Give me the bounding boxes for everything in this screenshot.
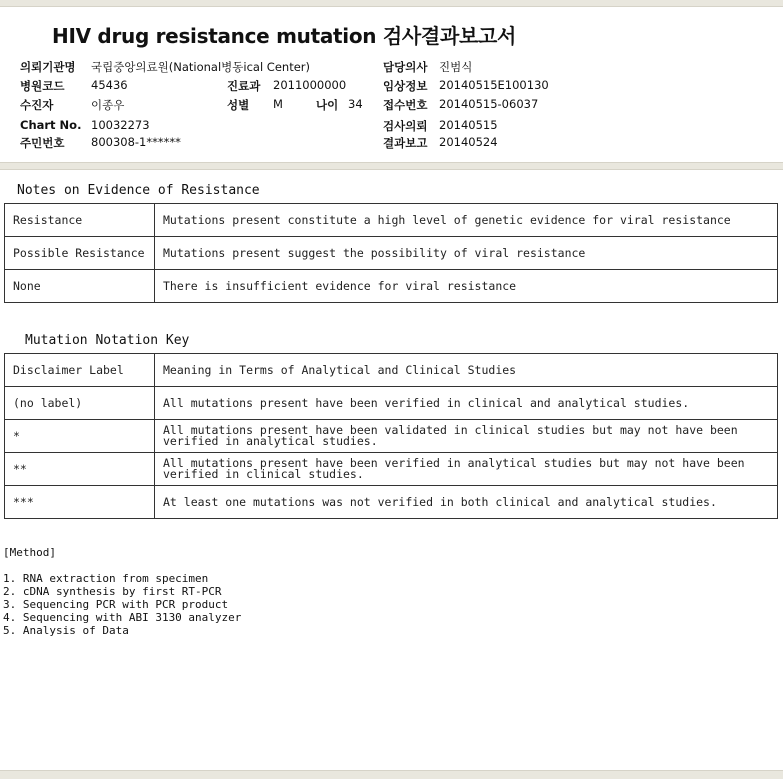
chart-no-label: Chart No.	[20, 118, 82, 132]
physician-label: 담당의사	[383, 60, 428, 74]
key-header-label: Disclaimer Label	[5, 354, 155, 387]
method-step: 4. Sequencing with ABI 3130 analyzer	[3, 611, 242, 624]
section-divider	[0, 162, 783, 170]
resistance-notes-table	[4, 203, 778, 303]
report-title: HIV drug resistance mutation 검사결과보고서	[52, 24, 517, 48]
resident-no-label: 주민번호	[20, 136, 65, 150]
sex-label: 성별	[227, 98, 250, 112]
table-row	[5, 270, 778, 303]
resident-no-value: 800308-1******	[91, 135, 181, 149]
table-row	[5, 237, 778, 270]
key-meaning-cell: All mutations present have been verified in analytical studies but may not have been verified in clinical studies.	[155, 453, 778, 486]
method-title: [Method]	[3, 546, 56, 559]
notes-meaning-cell: Mutations present constitute a high level of genetic evidence for viral resistance	[155, 204, 778, 237]
table-row	[5, 453, 778, 486]
sex-value: M	[273, 97, 283, 111]
method-step: 2. cDNA synthesis by first RT-PCR	[3, 585, 222, 598]
key-meaning-cell: All mutations present have been validated in clinical studies but may not have been verified in analytical studies.	[155, 420, 778, 453]
result-report-value: 20140524	[439, 135, 498, 149]
hospital-code-value: 45436	[91, 78, 128, 92]
method-step: 3. Sequencing PCR with PCR product	[3, 598, 229, 611]
key-meaning-cell: All mutations present have been verified in clinical and analytical studies.	[155, 387, 778, 420]
table-row	[5, 204, 778, 237]
key-header-meaning: Meaning in Terms of Analytical and Clinical Studies	[155, 354, 778, 387]
key-meaning-cell: At least one mutations was not verified in both clinical and analytical studies.	[155, 486, 778, 519]
key-label-cell: *	[5, 420, 155, 453]
notes-label-cell: None	[5, 270, 155, 303]
key-label-cell: ***	[5, 486, 155, 519]
notes-meaning-cell: There is insufficient evidence for viral resistance	[155, 270, 778, 303]
age-label: 나이	[316, 98, 339, 112]
top-band	[0, 0, 783, 7]
recipient-label: 수진자	[20, 98, 54, 112]
chart-no-value: 10032273	[91, 118, 150, 132]
mutation-key-table	[4, 353, 778, 519]
key-section-title: Mutation Notation Key	[25, 333, 190, 348]
key-label-cell: **	[5, 453, 155, 486]
requesting-institution-label: 의뢰기관명	[20, 60, 76, 74]
receipt-no-label: 접수번호	[383, 98, 428, 112]
clinical-info-label: 임상정보	[383, 79, 428, 93]
method-step: 1. RNA extraction from specimen	[3, 572, 209, 585]
notes-label-cell: Possible Resistance	[5, 237, 155, 270]
receipt-no-value: 20140515-06037	[439, 97, 539, 111]
method-steps-list	[3, 572, 241, 637]
department-label: 진료과	[227, 79, 261, 93]
notes-section-title: Notes on Evidence of Resistance	[17, 183, 260, 198]
notes-label-cell: Resistance	[5, 204, 155, 237]
table-row	[5, 387, 778, 420]
table-row	[5, 486, 778, 519]
physician-value: 진범식	[439, 60, 473, 74]
table-header-row	[5, 354, 778, 387]
requesting-institution-value: 국립중앙의료원(National병동ical Center)	[91, 60, 310, 74]
recipient-value: 이종우	[91, 98, 125, 112]
table-row	[5, 420, 778, 453]
method-step: 5. Analysis of Data	[3, 624, 129, 637]
notes-meaning-cell: Mutations present suggest the possibility of viral resistance	[155, 237, 778, 270]
test-request-value: 20140515	[439, 118, 498, 132]
result-report-label: 결과보고	[383, 136, 428, 150]
key-label-cell: (no label)	[5, 387, 155, 420]
clinical-info-value: 20140515E100130	[439, 78, 549, 92]
hospital-code-label: 병원코드	[20, 79, 65, 93]
department-value: 2011000000	[273, 78, 347, 92]
test-request-label: 검사의뢰	[383, 119, 428, 133]
age-value: 34	[348, 97, 363, 111]
